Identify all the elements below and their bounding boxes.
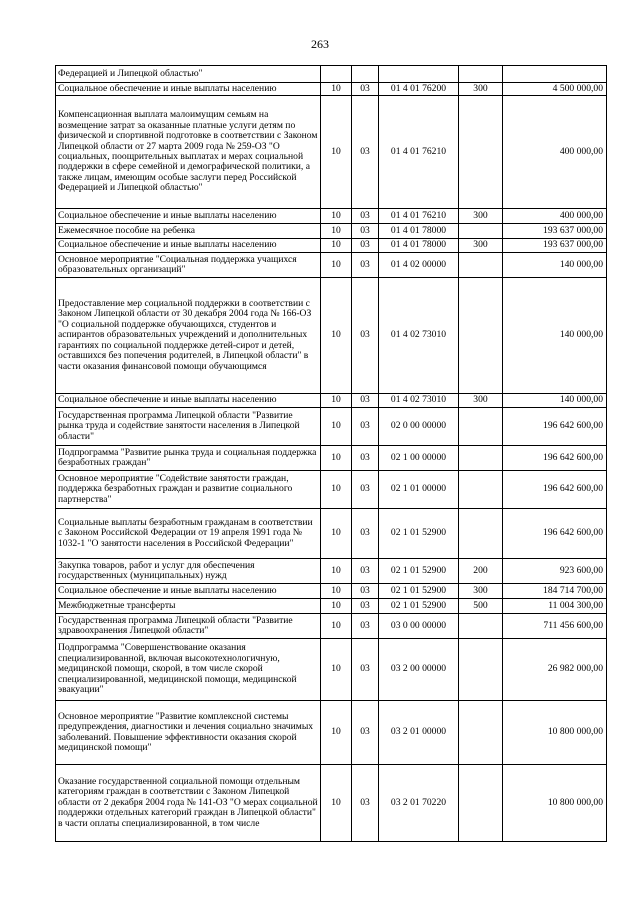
row-amount-cell: 400 000,00 xyxy=(503,96,607,209)
row-amount-cell: 184 714 700,00 xyxy=(503,584,607,599)
row-subsection-cell: 03 xyxy=(352,209,379,224)
row-expense-type-cell xyxy=(459,66,503,83)
row-expense-type-cell: 300 xyxy=(459,394,503,408)
table-row xyxy=(56,599,607,614)
row-target-article-cell: 01 4 01 76200 xyxy=(379,83,459,96)
row-expense-type-cell xyxy=(459,253,503,278)
table-row xyxy=(56,66,607,83)
row-target-article-cell: 02 1 01 52900 xyxy=(379,584,459,599)
row-expense-type-cell: 300 xyxy=(459,239,503,253)
row-subsection-cell: 03 xyxy=(352,639,379,701)
row-amount-cell: 711 456 600,00 xyxy=(503,614,607,639)
row-amount-cell: 140 000,00 xyxy=(503,253,607,278)
row-expense-type-cell xyxy=(459,471,503,509)
row-section-cell: 10 xyxy=(321,584,352,599)
table-row xyxy=(56,239,607,253)
row-section-cell: 10 xyxy=(321,209,352,224)
table-row xyxy=(56,96,607,209)
row-section-cell: 10 xyxy=(321,83,352,96)
row-section-cell xyxy=(321,66,352,83)
table-row xyxy=(56,614,607,639)
row-amount-cell: 196 642 600,00 xyxy=(503,509,607,559)
row-amount-cell: 26 982 000,00 xyxy=(503,639,607,701)
row-subsection-cell: 03 xyxy=(352,408,379,446)
row-section-cell: 10 xyxy=(321,394,352,408)
row-expense-type-cell: 300 xyxy=(459,209,503,224)
row-section-cell: 10 xyxy=(321,224,352,239)
row-amount-cell xyxy=(503,66,607,83)
table-row xyxy=(56,278,607,394)
row-amount-cell: 140 000,00 xyxy=(503,278,607,394)
row-subsection-cell: 03 xyxy=(352,224,379,239)
row-subsection-cell: 03 xyxy=(352,701,379,765)
table-row xyxy=(56,253,607,278)
row-amount-cell: 196 642 600,00 xyxy=(503,471,607,509)
row-target-article-cell: 01 4 01 78000 xyxy=(379,239,459,253)
row-section-cell: 10 xyxy=(321,446,352,471)
row-name-cell: Основное мероприятие "Социальная поддержка учащихся образовательных организаций" xyxy=(56,253,321,278)
row-target-article-cell: 02 0 00 00000 xyxy=(379,408,459,446)
row-section-cell: 10 xyxy=(321,278,352,394)
row-section-cell: 10 xyxy=(321,765,352,842)
table-row xyxy=(56,83,607,96)
row-name-cell: Социальное обеспечение и иные выплаты населению xyxy=(56,239,321,253)
row-expense-type-cell: 200 xyxy=(459,559,503,584)
row-name-cell: Закупка товаров, работ и услуг для обеспечения государственных (муниципальных) нужд xyxy=(56,559,321,584)
row-target-article-cell: 01 4 02 00000 xyxy=(379,253,459,278)
row-section-cell: 10 xyxy=(321,701,352,765)
row-amount-cell: 10 800 000,00 xyxy=(503,701,607,765)
budget-table xyxy=(55,65,607,842)
row-subsection-cell: 03 xyxy=(352,509,379,559)
row-name-cell: Компенсационная выплата малоимущим семьям на возмещение затрат за оказанные платные услуги детям по физической и спортивной подготовке в соответствии с Законом Липецкой области от 27 марта 2009 года № 259-ОЗ "О социальных, поощрительных выплатах и мерах социальной поддержки в сфере семейной и демографической политики, а также лицам, имеющим особые заслуги перед Российской Федерацией и Липецкой областью" xyxy=(56,96,321,209)
row-name-cell: Государственная программа Липецкой области "Развитие рынка труда и содействие занятости населения в Липецкой области" xyxy=(56,408,321,446)
row-name-cell: Социальное обеспечение и иные выплаты населению xyxy=(56,209,321,224)
row-amount-cell: 196 642 600,00 xyxy=(503,446,607,471)
row-section-cell: 10 xyxy=(321,96,352,209)
page-number: 263 xyxy=(311,37,329,51)
table-row xyxy=(56,584,607,599)
row-target-article-cell: 02 1 01 52900 xyxy=(379,509,459,559)
row-subsection-cell: 03 xyxy=(352,559,379,584)
row-subsection-cell: 03 xyxy=(352,394,379,408)
row-expense-type-cell: 300 xyxy=(459,83,503,96)
row-target-article-cell: 01 4 02 73010 xyxy=(379,394,459,408)
row-amount-cell: 10 800 000,00 xyxy=(503,765,607,842)
row-amount-cell: 923 600,00 xyxy=(503,559,607,584)
row-name-cell: Ежемесячное пособие на ребенка xyxy=(56,224,321,239)
row-amount-cell: 11 004 300,00 xyxy=(503,599,607,614)
row-name-cell: Основное мероприятие "Содействие занятости граждан, поддержка безработных граждан и развитие социального партнерства" xyxy=(56,471,321,509)
table-row xyxy=(56,559,607,584)
row-section-cell: 10 xyxy=(321,639,352,701)
row-name-cell: Социальные выплаты безработным гражданам в соответствии с Законом Российской Федерации от 19 апреля 1991 года № 1032-1 "О занятости населения в Российской Федерации" xyxy=(56,509,321,559)
row-subsection-cell: 03 xyxy=(352,253,379,278)
table-row xyxy=(56,639,607,701)
row-section-cell: 10 xyxy=(321,408,352,446)
row-section-cell: 10 xyxy=(321,599,352,614)
row-name-cell: Межбюджетные трансферты xyxy=(56,599,321,614)
table-row xyxy=(56,446,607,471)
row-expense-type-cell: 500 xyxy=(459,599,503,614)
row-section-cell: 10 xyxy=(321,614,352,639)
row-subsection-cell: 03 xyxy=(352,83,379,96)
row-target-article-cell: 01 4 01 76210 xyxy=(379,209,459,224)
row-name-cell: Основное мероприятие "Развитие комплексной системы предупреждения, диагностики и лечения социально значимых заболеваний. Повышение эффективности оказания скорой медицинской помощи" xyxy=(56,701,321,765)
row-section-cell: 10 xyxy=(321,253,352,278)
table-row xyxy=(56,701,607,765)
row-section-cell: 10 xyxy=(321,239,352,253)
table-row xyxy=(56,471,607,509)
row-name-cell: Подпрограмма "Развитие рынка труда и социальная поддержка безработных граждан" xyxy=(56,446,321,471)
row-amount-cell: 4 500 000,00 xyxy=(503,83,607,96)
row-expense-type-cell xyxy=(459,614,503,639)
row-subsection-cell: 03 xyxy=(352,599,379,614)
row-target-article-cell: 02 1 00 00000 xyxy=(379,446,459,471)
row-target-article-cell: 02 1 01 52900 xyxy=(379,559,459,584)
row-name-cell: Федерацией и Липецкой областью" xyxy=(56,66,321,83)
table-row xyxy=(56,765,607,842)
row-subsection-cell: 03 xyxy=(352,765,379,842)
row-target-article-cell: 03 2 01 00000 xyxy=(379,701,459,765)
row-amount-cell: 193 637 000,00 xyxy=(503,224,607,239)
row-expense-type-cell xyxy=(459,765,503,842)
row-target-article-cell: 02 1 01 00000 xyxy=(379,471,459,509)
budget-table-body xyxy=(56,66,607,842)
row-target-article-cell xyxy=(379,66,459,83)
row-section-cell: 10 xyxy=(321,471,352,509)
row-name-cell: Государственная программа Липецкой области "Развитие здравоохранения Липецкой области" xyxy=(56,614,321,639)
row-subsection-cell: 03 xyxy=(352,96,379,209)
row-name-cell: Подпрограмма "Совершенствование оказания специализированной, включая высокотехнологичную, медицинской помощи, скорой, в том числе скорой специализированной, медицинской помощи, медицинской эвакуации" xyxy=(56,639,321,701)
row-amount-cell: 193 637 000,00 xyxy=(503,239,607,253)
row-name-cell: Социальное обеспечение и иные выплаты населению xyxy=(56,394,321,408)
table-row xyxy=(56,408,607,446)
row-section-cell: 10 xyxy=(321,559,352,584)
row-amount-cell: 400 000,00 xyxy=(503,209,607,224)
row-target-article-cell: 02 1 01 52900 xyxy=(379,599,459,614)
row-target-article-cell: 03 2 00 00000 xyxy=(379,639,459,701)
row-expense-type-cell xyxy=(459,224,503,239)
table-row xyxy=(56,394,607,408)
table-row xyxy=(56,509,607,559)
row-expense-type-cell xyxy=(459,701,503,765)
row-expense-type-cell xyxy=(459,639,503,701)
row-expense-type-cell xyxy=(459,96,503,209)
row-amount-cell: 140 000,00 xyxy=(503,394,607,408)
row-name-cell: Оказание государственной социальной помощи отдельным категориям граждан в соответствии с Законом Липецкой области от 2 декабря 2004 года № 141-ОЗ "О мерах социальной поддержки отдельных категорий граждан в Липецкой области" в части оплаты специализированной, в том числе xyxy=(56,765,321,842)
row-expense-type-cell xyxy=(459,278,503,394)
row-target-article-cell: 01 4 02 73010 xyxy=(379,278,459,394)
table-row xyxy=(56,209,607,224)
row-expense-type-cell xyxy=(459,446,503,471)
row-subsection-cell: 03 xyxy=(352,614,379,639)
row-expense-type-cell: 300 xyxy=(459,584,503,599)
row-name-cell: Социальное обеспечение и иные выплаты населению xyxy=(56,83,321,96)
row-subsection-cell: 03 xyxy=(352,278,379,394)
row-target-article-cell: 03 0 00 00000 xyxy=(379,614,459,639)
row-name-cell: Предоставление мер социальной поддержки в соответствии с Законом Липецкой области от 30 декабря 2004 года № 166-ОЗ "О социальной поддержке обучающихся, студентов и аспирантов образовательных учреждений и дополнительных гарантиях по социальной поддержке детей-сирот и детей, оставшихся без попечения родителей, в Липецкой области" в части оказания финансовой помощи обучающимся xyxy=(56,278,321,394)
row-subsection-cell: 03 xyxy=(352,584,379,599)
row-expense-type-cell xyxy=(459,408,503,446)
row-subsection-cell xyxy=(352,66,379,83)
row-subsection-cell: 03 xyxy=(352,239,379,253)
row-target-article-cell: 01 4 01 76210 xyxy=(379,96,459,209)
table-row xyxy=(56,224,607,239)
row-section-cell: 10 xyxy=(321,509,352,559)
row-target-article-cell: 01 4 01 78000 xyxy=(379,224,459,239)
row-subsection-cell: 03 xyxy=(352,446,379,471)
row-target-article-cell: 03 2 01 70220 xyxy=(379,765,459,842)
row-name-cell: Социальное обеспечение и иные выплаты населению xyxy=(56,584,321,599)
row-subsection-cell: 03 xyxy=(352,471,379,509)
row-expense-type-cell xyxy=(459,509,503,559)
row-amount-cell: 196 642 600,00 xyxy=(503,408,607,446)
